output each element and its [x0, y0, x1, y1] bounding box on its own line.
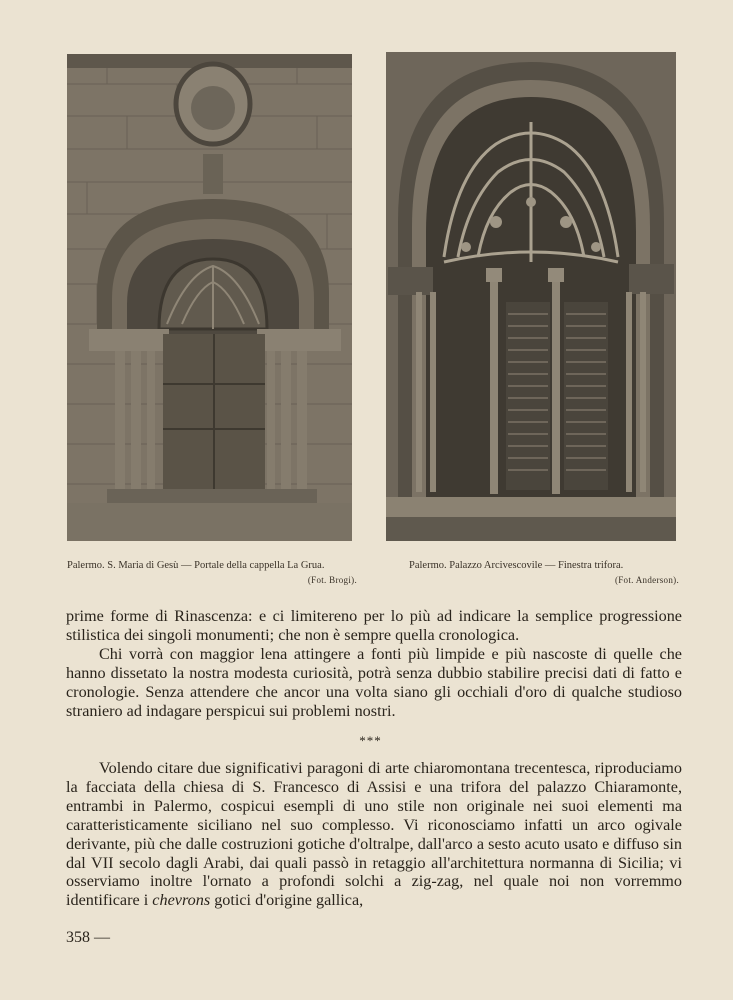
paragraph-text-end: gotici d'origine gallica,	[214, 891, 364, 910]
text-block-top	[66, 607, 682, 720]
text-block-bottom	[66, 759, 682, 910]
photo-finestra-trifora	[386, 52, 676, 541]
photo-portale-la-grua	[67, 54, 352, 541]
caption-text-right: Palermo. Palazzo Arcivescovile — Finestra trifora.	[409, 560, 624, 571]
section-separator: ***	[359, 733, 382, 748]
paragraph-text: Volendo citare due significativi paragoni di arte chiaromontana trecentesca, riproduciamo la facciata della chiesa di S. Francesco di Assisi e una trifora del palazzo Chiaramonte, entrambi in Palermo, cospicui esempli di uno stile non originale nei suoi elementi ma caratteristicamente siciliano nel suo complesso. Vi riconosciamo infatti un arco ogivale derivante, più che dalle costruzioni gotiche d'oltralpe, dall'arco a sesto acuto usato e diffuso sin dal VII secolo dagli Arabi, dai quali passò in retaggio all'architettura normanna di Sicilia; vi osserviamo inoltre l'ornato a profondi solchi a zig-zag, nel quale noi non vorremmo identificare i	[66, 759, 682, 910]
paragraph: Chi vorrà con maggior lena attingere a fonti più limpide e più nascoste di quelle che hanno dissetato la nostra modesta curiosità, potrà senza dubbio stabilire precisi dati di fatto e cronologie. Senza attendere che ancor una volta siano gli occhiali d'oro di qualche studioso straniero ad indagare perspicui sui problemi nostri.	[66, 644, 682, 720]
window-illustration	[386, 52, 676, 541]
page-number: 358 —	[66, 929, 110, 946]
photo-credit-left: (Fot. Brogi).	[307, 575, 357, 585]
paragraph	[66, 759, 682, 910]
paragraph-continuation: prime forme di Rinascenza: e ci limitereno per lo più ad indicare la semplice progressione stilistica dei singoli monumenti; che non è sempre quella cronologica.	[66, 607, 682, 644]
italic-term: chevrons	[152, 891, 211, 910]
portal-illustration	[67, 54, 352, 541]
figure-caption-right	[409, 559, 679, 587]
caption-text-left: Palermo. S. Maria di Gesù — Portale della cappella La Grua.	[67, 560, 325, 571]
photo-credit-right: (Fot. Anderson).	[614, 575, 679, 585]
figure-caption-left	[67, 559, 357, 587]
